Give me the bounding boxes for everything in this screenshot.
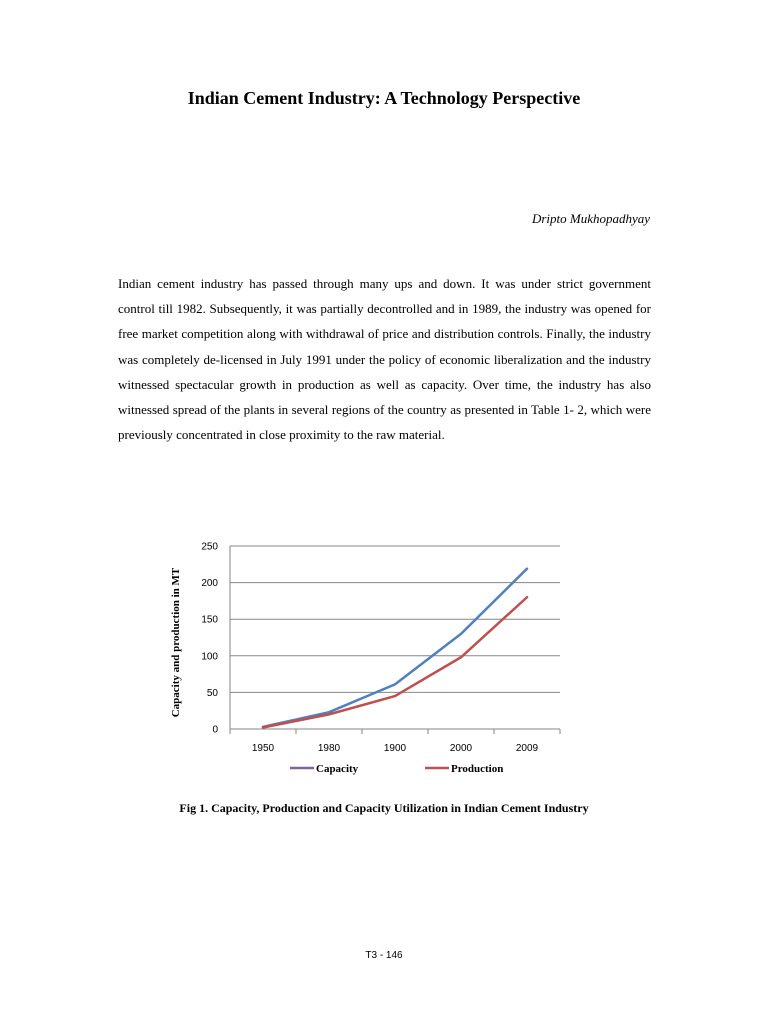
series-line-production bbox=[263, 597, 527, 727]
y-tick-label: 50 bbox=[206, 687, 218, 699]
chart-svg bbox=[160, 530, 600, 780]
series-line-capacity bbox=[263, 569, 527, 727]
paper-title: Indian Cement Industry: A Technology Perspective bbox=[187, 88, 581, 108]
legend-label-production: Production bbox=[451, 763, 504, 775]
line-chart bbox=[160, 530, 600, 780]
x-tick-label: 2000 bbox=[449, 743, 473, 754]
y-axis-label: Capacity and production in MT bbox=[170, 567, 182, 718]
y-tick-label: 150 bbox=[201, 614, 218, 626]
x-tick-label: 1900 bbox=[383, 743, 407, 754]
y-tick-label: 100 bbox=[201, 651, 218, 663]
page-number: T3 - 146 bbox=[365, 950, 403, 961]
y-tick-label: 200 bbox=[201, 578, 218, 590]
x-tick-label: 1980 bbox=[317, 743, 341, 754]
x-tick-label: 2009 bbox=[515, 743, 539, 754]
x-tick-label: 1950 bbox=[251, 743, 275, 754]
legend-label-capacity: Capacity bbox=[316, 763, 359, 775]
y-tick-label: 0 bbox=[212, 724, 218, 736]
author-name: Dripto Mukhopadhyay bbox=[531, 211, 650, 226]
body-paragraph: Indian cement industry has passed through many ups and down. It was under strict government control till 1982. Subsequently, it was partially decontrolled and in 1989, the industry was opened for free market competition along with withdrawal of price and distribution controls. Finally, the industry was completely de-licensed in July 1991 under the policy of economic liberalization and the industry witnessed spectacular growth in production as well as capacity. Over time, the industry has also witnessed spread of the plants in several regions of the country as presented in Table 1- 2, which were previously concentrated in close proximity to the raw material. bbox=[118, 276, 651, 443]
y-tick-label: 250 bbox=[201, 541, 218, 553]
figure-caption: Fig 1. Capacity, Production and Capacity Utilization in Indian Cement Industry bbox=[179, 801, 589, 815]
